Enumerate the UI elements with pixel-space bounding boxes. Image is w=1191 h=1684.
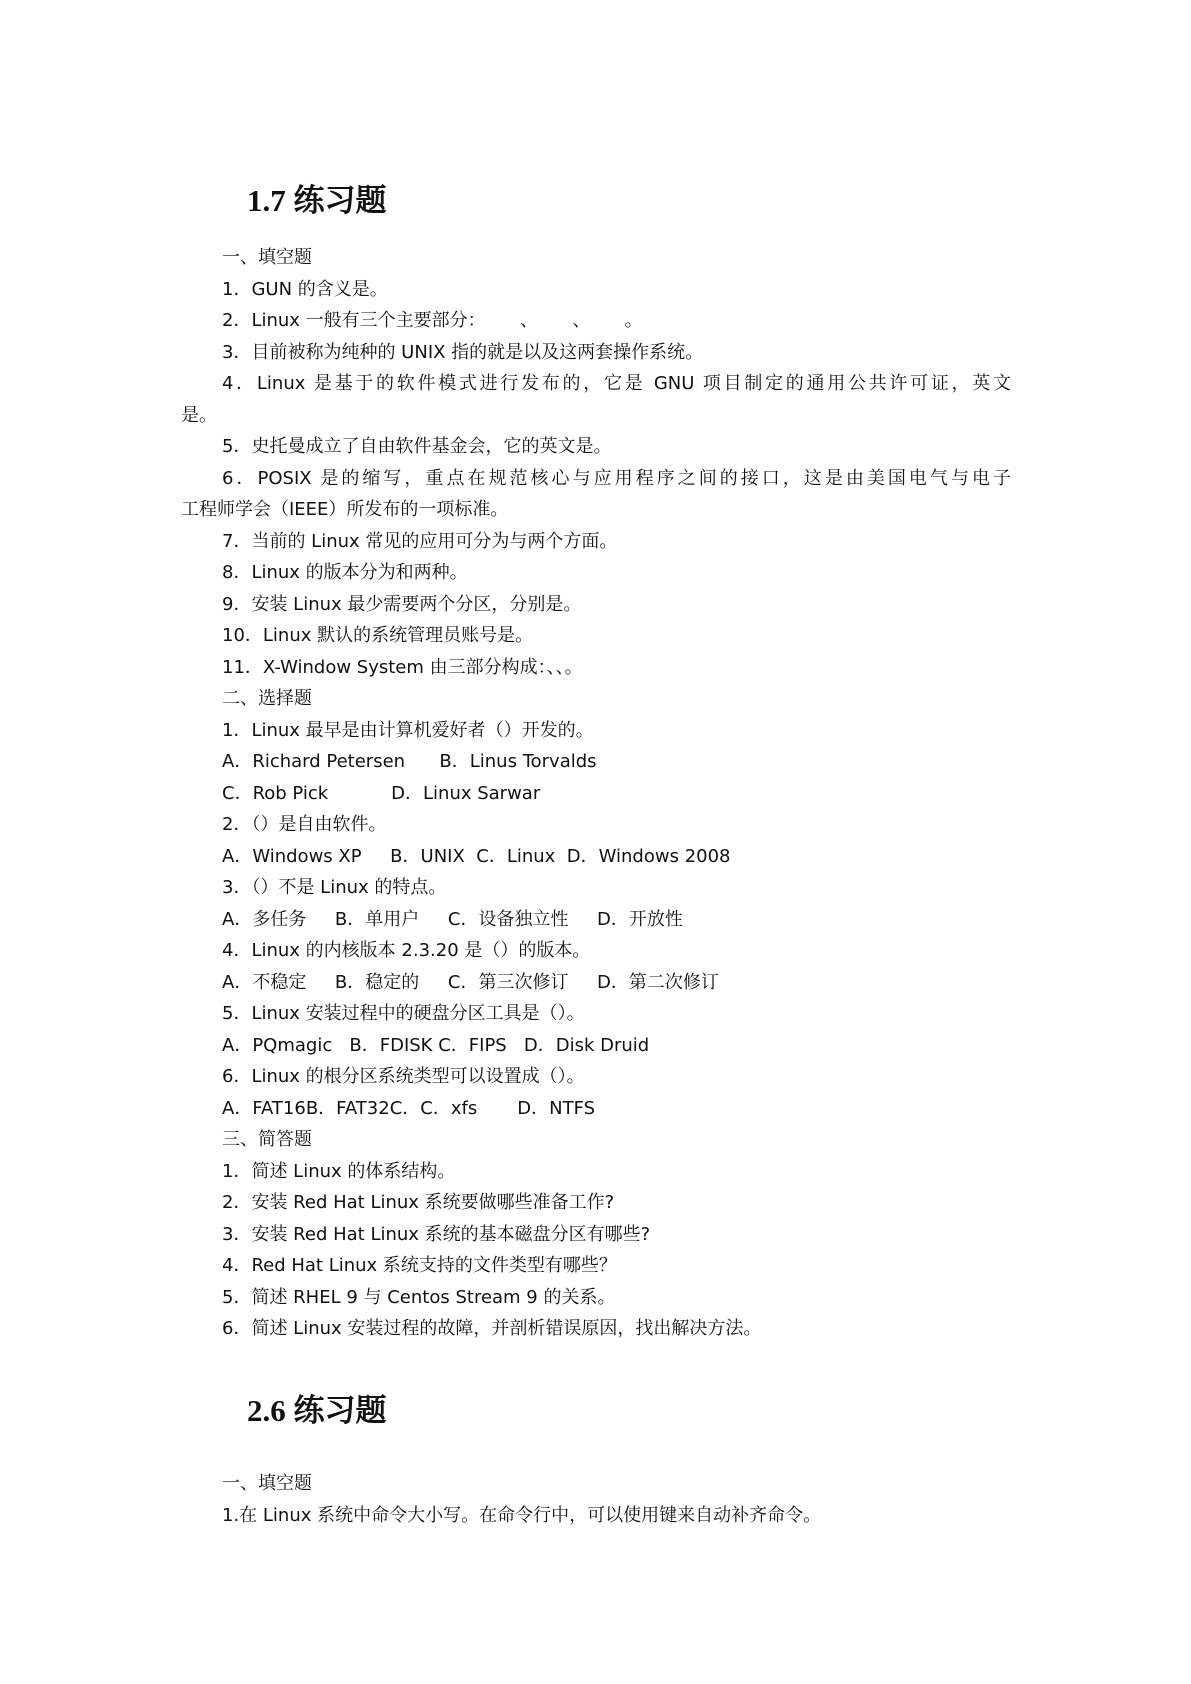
question-line-continuation: 是。 xyxy=(181,404,217,426)
question-line: 2．安装 Red Hat Linux 系统要做哪些准备工作? xyxy=(222,1192,615,1213)
question-line: 5．简述 RHEL 9 与 Centos Stream 9 的关系。 xyxy=(222,1286,616,1308)
choice-options: A．不稳定 B．稳定的 C．第三次修订 D．第二次修订 xyxy=(222,971,719,993)
question-line: 6．简述 Linux 安装过程的故障，并剖析错误原因，找出解决方法。 xyxy=(222,1318,762,1339)
section-heading-fill-blank: 一、填空题 xyxy=(222,1473,312,1494)
question-line: 1．简述 Linux 的体系结构。 xyxy=(222,1160,456,1182)
question-line: 4．Linux 是基于的软件模式进行发布的，它是 GNU 项目制定的通用公共许可证，英文 xyxy=(222,373,1011,394)
question-line: 5．史托曼成立了自由软件基金会，它的英文是。 xyxy=(222,436,612,457)
section-heading-short-answer: 三、简答题 xyxy=(222,1129,312,1150)
section-title-1-7: 1.7 练习题 xyxy=(247,183,387,218)
choice-options: A．Windows XP B．UNIX C．Linux D．Windows 2008 xyxy=(222,845,731,867)
question-line: 3．（）不是 Linux 的特点。 xyxy=(222,877,447,898)
exercise-list-2-6 xyxy=(181,1468,1011,1531)
choice-options: C．Rob Pick D．Linux Sarwar xyxy=(222,782,541,804)
question-line-continuation: 工程师学会（IEEE）所发布的一项标准。 xyxy=(181,499,509,520)
exercise-list-1-7 xyxy=(181,242,1011,1345)
section-title-2-6: 2.6 练习题 xyxy=(247,1393,387,1428)
question-line: 2．Linux 一般有三个主要部分： 、 、 。 xyxy=(222,310,643,331)
question-line: 1．GUN 的含义是。 xyxy=(222,278,388,300)
question-line: 9．安装 Linux 最少需要两个分区，分别是。 xyxy=(222,593,582,615)
question-line: 7．当前的 Linux 常见的应用可分为与两个方面。 xyxy=(222,530,618,552)
question-line: 1.在 Linux 系统中命令大小写。在命令行中，可以使用键来自动补齐命令。 xyxy=(222,1504,822,1526)
question-line: 6．POSIX 是的缩写，重点在规范核心与应用程序之间的接口，这是由美国电气与电子 xyxy=(222,467,1011,489)
section-heading-multiple-choice: 二、选择题 xyxy=(222,688,312,709)
question-line: 5．Linux 安装过程中的硬盘分区工具是（）。 xyxy=(222,1003,585,1024)
question-line: 4．Red Hat Linux 系统支持的文件类型有哪些？ xyxy=(222,1255,617,1276)
question-line: 4．Linux 的内核版本 2.3.20 是（）的版本。 xyxy=(222,940,591,961)
question-line: 1．Linux 最早是由计算机爱好者（）开发的。 xyxy=(222,719,594,741)
question-line: 2．（）是自由软件。 xyxy=(222,814,387,835)
choice-options: A．FAT16B．FAT32C．C．xfs D．NTFS xyxy=(222,1097,596,1119)
choice-options: A．PQmagic B．FDISK C．FIPS D．Disk Druid xyxy=(222,1034,650,1056)
question-line: 11．X-Window System 由三部分构成：、、。 xyxy=(222,656,583,678)
choice-options: A．Richard Petersen B．Linus Torvalds xyxy=(222,751,597,772)
question-line: 8．Linux 的版本分为和两种。 xyxy=(222,562,468,583)
question-line: 6．Linux 的根分区系统类型可以设置成（）。 xyxy=(222,1066,585,1087)
question-line: 10．Linux 默认的系统管理员账号是。 xyxy=(222,625,534,646)
choice-options: A．多任务 B．单用户 C．设备独立性 D．开放性 xyxy=(222,908,683,930)
section-heading-fill-blank: 一、填空题 xyxy=(222,247,312,268)
question-line: 3．目前被称为纯种的 UNIX 指的就是以及这两套操作系统。 xyxy=(222,341,704,363)
question-line: 3．安装 Red Hat Linux 系统的基本磁盘分区有哪些? xyxy=(222,1223,651,1245)
